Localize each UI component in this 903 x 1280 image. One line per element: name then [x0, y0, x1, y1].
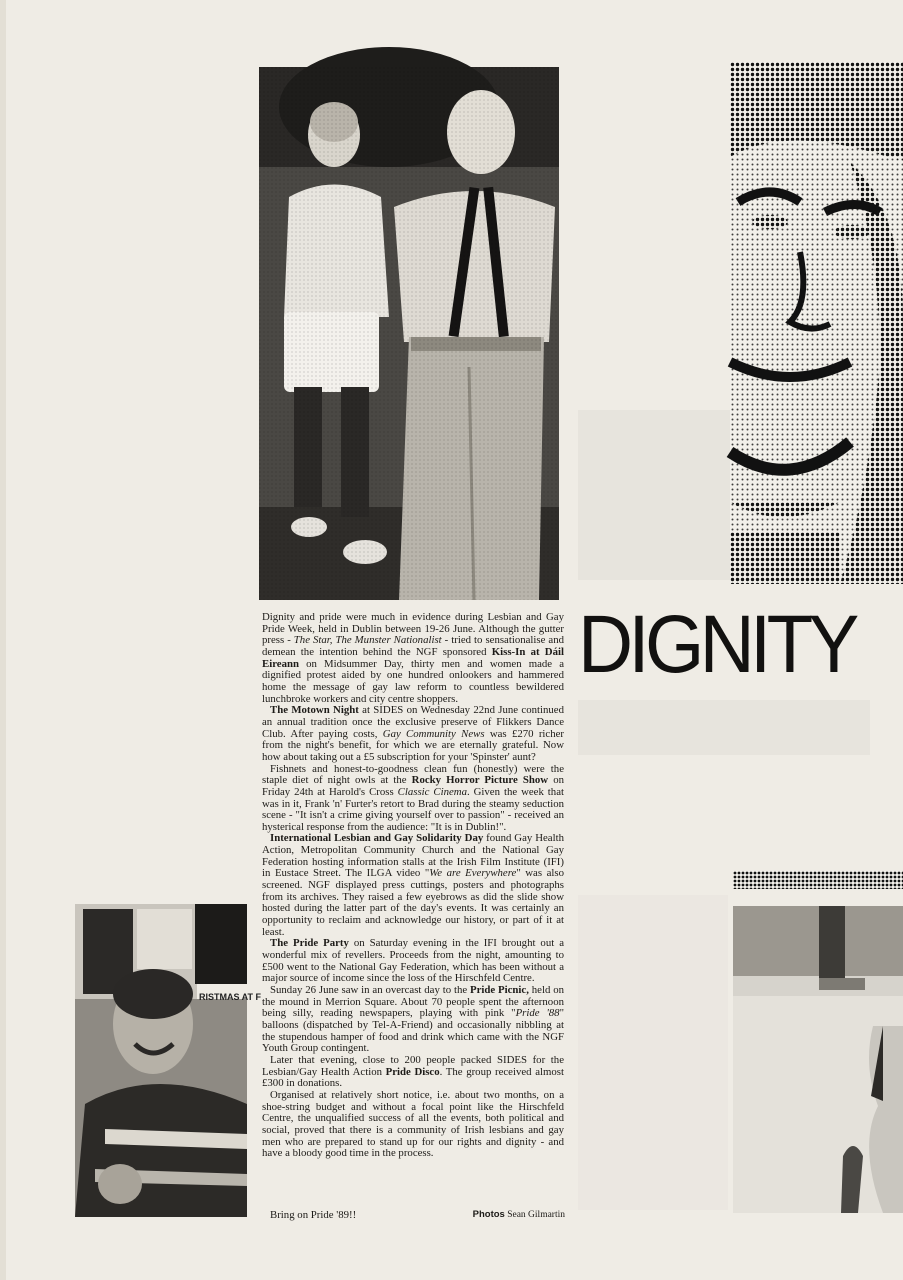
photo-credit: [473, 1209, 565, 1221]
poster-text: RISTMAS AT F: [199, 992, 261, 1002]
article-paragraph: Fishnets and honest-to-goodness clean fun (honestly) were the staple diet of night owls at the Rocky Horror Picture Show on Friday 24th at Harold's Cross Classic Cinema. Given the week that was in it, Frank 'n' Furter's retort to Brad during the steamy seduction scene - "It isn't a crime giving yourself over to passion" - received an hysterical response from the audience: "It is in Dublin!".: [262, 762, 564, 833]
article-paragraph: The Motown Night at SIDES on Wednesday 22nd June continued an annual tradition once the exclusive preserve of Flikkers Dance Club. After paying costs, Gay Community News was £270 richer from the night's benefit, for which we are eternally grateful. Now how about taking out a £5 subscription for your 'Spinster' aunt?: [262, 704, 565, 763]
article-paragraph: Sunday 26 June saw in an overcast day to the Pride Picnic, held on the mound in Merrion Square. About 70 people spent the afternoon being silly, reading newspapers, playing with pink "Pride '88" balloons (dispatched by Tel-A-Friend) and occasionally nibbling at the stupendous hamper of food and drink which came with the NGF Youth Group contingent.: [262, 984, 565, 1055]
article-signoff-row: [270, 1209, 565, 1221]
photo-credit-name: Sean Gilmartin: [507, 1210, 565, 1220]
article-paragraph: Organised at relatively short notice, i.e. about two months, on a shoe-string budget and without a focal point like the Hirschfeld Centre, the unqualified success of all the events, both political and social, proved that there is a community of Irish lesbians and gay men who are prepared to stand up for our rights and dignity - and have a bloody good time in the process.: [262, 1088, 564, 1160]
crowd-photo: [259, 67, 559, 600]
show-through-block: [578, 700, 870, 755]
article-paragraph: The Pride Party on Saturday evening in the IFI brought out a wonderful mix of revellers. Proceeds from the night, amounting to £500 went to the National Gay Federation, which has been without a major source of income since the loss of the Hirschfeld Centre.: [262, 937, 564, 985]
show-through-block: [578, 895, 728, 1210]
signoff-text: Bring on Pride '89!!: [270, 1209, 357, 1221]
article-body: [262, 612, 564, 1160]
halftone-strip: [733, 871, 903, 889]
building-photo: [733, 906, 903, 1213]
article-paragraph: International Lesbian and Gay Solidarity Day found Gay Health Action, Metropolitan Community Church and the National Gay Federation hosting information stalls at the Irish Film Institute (IFI) in Eustace Street. The ILGA video "We are Everywhere" was also screened. NGF displayed press cuttings, posters and photographs from its archives. They raised a few eyebrows as did the slide show hosted during the latter part of the day's events. It was certainly an opportunity to reclaim and acknowledge our history, or part of it at least.: [262, 832, 565, 938]
article-paragraph: Later that evening, close to 200 people packed SIDES for the Lesbian/Gay Health Action Pride Disco. The group received almost £300 in donations.: [262, 1053, 564, 1090]
article-paragraph: Dignity and pride were much in evidence during Lesbian and Gay Pride Week, held in Dublin between 19-26 June. Although the gutter press - The Star, The Munster Nationalist - tried to sensationalise and demean the intention behind the NGF sponsored Kiss-In at Dáil Eireann on Midsummer Day, thirty men and women made a dignified protest aided by one hundred onlookers and hammered home the message of gay law reform to countless bewildered lunchbroke workers and city centre shoppers.: [262, 611, 565, 705]
headline: DIGNITY: [578, 599, 855, 690]
show-through-block: [578, 410, 730, 580]
halftone-face-photo: [730, 62, 903, 584]
photo-credit-label: Photos: [472, 1209, 505, 1220]
portrait-photo: [75, 904, 261, 1217]
